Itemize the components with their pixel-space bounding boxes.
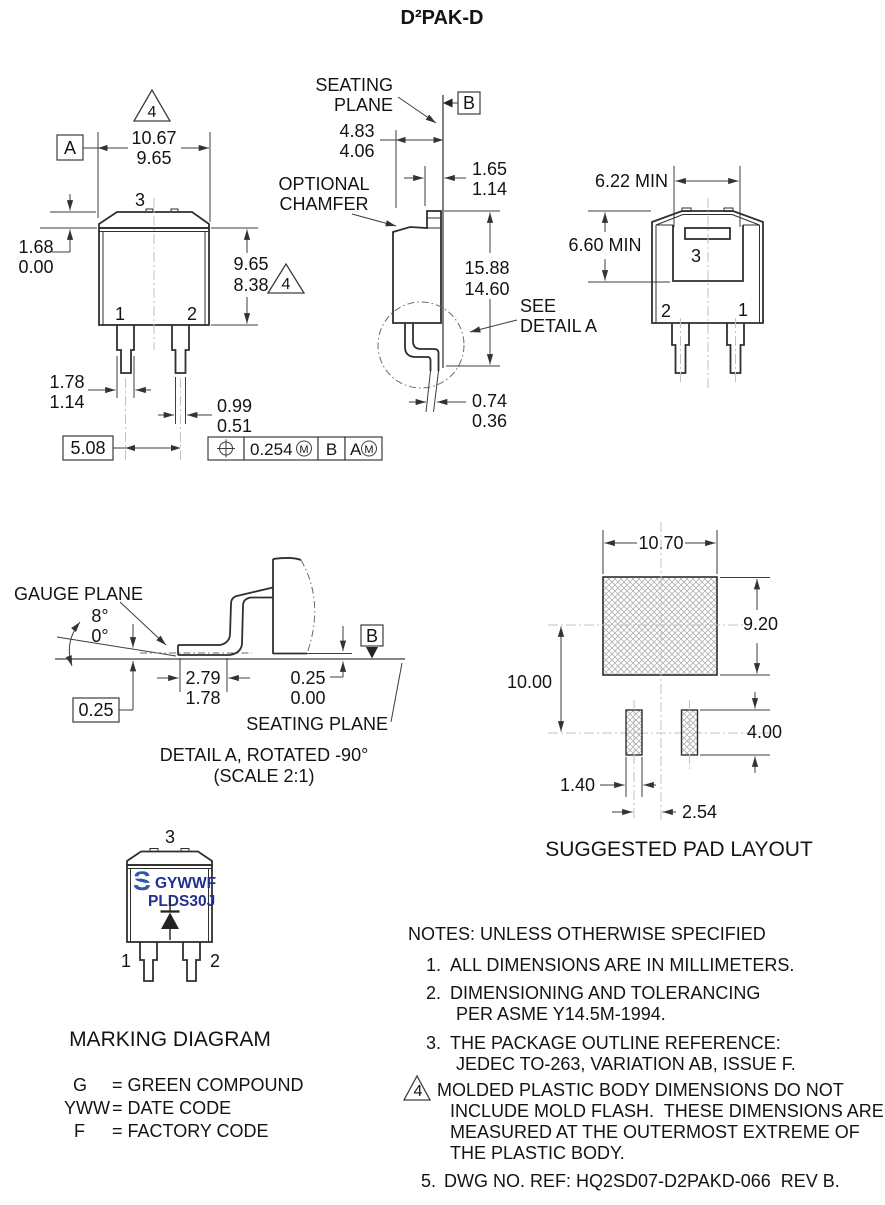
see-detail-text-2: DETAIL A [520, 316, 598, 336]
pin3-label: 3 [164, 827, 176, 847]
fcf-datum-b: B [325, 440, 338, 459]
pin1-label: 1 [114, 304, 126, 324]
fcf-datum-a: A [350, 440, 362, 459]
seating-plane-label: SEATING PLANE [246, 714, 388, 734]
side-lead [413, 323, 439, 371]
note4-flag-label: 4 [281, 276, 291, 293]
pad-layout-view [507, 522, 813, 861]
detail-caption-1: DETAIL A, ROTATED -90° [159, 745, 369, 765]
dim-tab-max: 1.65 [472, 159, 508, 179]
pad-layout-caption: SUGGESTED PAD LAYOUT [545, 838, 813, 861]
marking-diagram [64, 827, 304, 1141]
note2-marker: 2. [426, 983, 442, 1003]
body-section-arc [301, 560, 315, 654]
legend-definition: = GREEN COMPOUND [112, 1075, 304, 1095]
detail-a-circle [378, 302, 464, 388]
dim-cap-min: 0.00 [18, 257, 54, 277]
note4-text-2: INCLUDE MOLD FLASH. THESE DIMENSIONS ARE [450, 1101, 884, 1121]
pin2-label: 2 [186, 304, 198, 324]
dim-body-max: 9.65 [233, 254, 269, 274]
dim-leg-width-min: 0.51 [217, 416, 253, 436]
pad-dim-vertical: 10.00 [506, 672, 552, 692]
see-detail-text-1: SEE [520, 296, 557, 316]
dim-standoff-min: 0.00 [290, 688, 326, 708]
note3-text-2: JEDEC TO-263, VARIATION AB, ISSUE F. [456, 1054, 796, 1074]
front-view [18, 90, 304, 463]
notes-heading: NOTES: UNLESS OTHERWISE SPECIFIED [408, 924, 766, 944]
dim-standoff-max: 0.25 [290, 668, 326, 688]
feature-control-frame [208, 437, 382, 460]
lead-upper-edge [178, 588, 273, 646]
note3-marker: 3. [426, 1033, 442, 1053]
tab-pad [603, 577, 717, 675]
dim-lead-min: 4.06 [339, 141, 375, 161]
note5-marker: 5. [421, 1171, 437, 1191]
back-view [568, 166, 763, 388]
note5-text: DWG NO. REF: HQ2SD07-D2PAKD-066 REV B. [444, 1171, 840, 1191]
dim-width-max: 10.67 [131, 128, 177, 148]
brand-logo-icon [133, 866, 151, 896]
dim-foot-max: 0.74 [472, 391, 508, 411]
note4-flag-label: 4 [147, 104, 157, 121]
fcf-modifier-1: M [299, 443, 309, 456]
datum-b-flag-icon [443, 99, 453, 108]
gauge-plane-label: GAUGE PLANE [14, 584, 144, 604]
dim-pitch: 5.08 [70, 438, 106, 458]
pin3-label: 3 [690, 246, 702, 266]
dim-pin-width-min: 1.14 [49, 392, 85, 412]
pin-1 [727, 323, 744, 373]
dim-foot-length-min: 1.78 [185, 688, 221, 708]
flatness-value: 0.25 [78, 700, 114, 720]
note1-text: ALL DIMENSIONS ARE IN MILLIMETERS. [450, 955, 795, 975]
legend-code: F [74, 1121, 85, 1141]
marking-caption: MARKING DIAGRAM [69, 1028, 271, 1051]
pin-1 [140, 942, 157, 981]
legend-code: YWW [64, 1098, 110, 1118]
dim-tab-height: 6.60 MIN [568, 235, 642, 255]
dim-foot-min: 0.36 [472, 411, 508, 431]
dim-height-max: 15.88 [464, 258, 510, 278]
chamfer-text-2: CHAMFER [279, 194, 369, 214]
note2-text: DIMENSIONING AND TOLERANCING [450, 983, 761, 1003]
datum-b-label: B [462, 93, 476, 113]
notes-section [404, 924, 884, 1191]
marking-line-2: PLDS30J [148, 893, 216, 910]
dim-height-min: 14.60 [464, 279, 510, 299]
legend-code: G [73, 1075, 88, 1095]
marking-line-1: GYWWF [155, 875, 217, 892]
note2-text-2: PER ASME Y14.5M-1994. [456, 1004, 666, 1024]
chamfer-text-1: OPTIONAL [278, 174, 370, 194]
seating-plane-text-2: PLANE [333, 95, 393, 115]
note3-text: THE PACKAGE OUTLINE REFERENCE: [450, 1033, 781, 1053]
angle-min: 0° [91, 626, 109, 646]
page-title: D²PAK-D [400, 7, 484, 29]
pin3-label: 3 [134, 190, 146, 210]
svg-text:S: S [132, 866, 152, 896]
pad-dim-width: 10.70 [638, 533, 684, 553]
marking-legend [64, 1075, 304, 1141]
dim-pin-width-max: 1.78 [49, 372, 85, 392]
legend-definition: = FACTORY CODE [112, 1121, 269, 1141]
datum-a-label: A [63, 138, 77, 158]
pin-2 [183, 942, 200, 981]
dim-tab-width: 6.22 MIN [594, 171, 668, 191]
lead-lower-edge [178, 598, 273, 656]
detail-a-view [14, 558, 405, 786]
dim-cap-max: 1.68 [18, 237, 54, 257]
pin2-label: 2 [660, 301, 672, 321]
seating-plane-text-1: SEATING [315, 75, 393, 95]
note1-marker: 1. [426, 955, 442, 975]
pad-dim-pad-width: 1.40 [559, 775, 595, 795]
pin-1 [117, 325, 134, 373]
detail-caption-2: (SCALE 2:1) [213, 766, 315, 786]
dim-lead-max: 4.83 [339, 121, 375, 141]
dim-tab-min: 1.14 [472, 179, 508, 199]
note4-text: MOLDED PLASTIC BODY DIMENSIONS DO NOT [437, 1080, 844, 1100]
pin2-label: 2 [209, 951, 221, 971]
note4-marker: 4 [413, 1083, 423, 1100]
pad-dim-pad-height: 4.00 [747, 722, 783, 742]
marking-tab [127, 852, 212, 866]
pad-dim-offset: 2.54 [682, 802, 718, 822]
legend-definition: = DATE CODE [112, 1098, 232, 1118]
note4-text-4: THE PLASTIC BODY. [450, 1143, 625, 1163]
note4-text-3: MEASURED AT THE OUTERMOST EXTREME OF [450, 1122, 860, 1142]
pin1-label: 1 [120, 951, 132, 971]
fcf-modifier-3: M [364, 443, 374, 456]
datum-b-flag-icon [366, 647, 378, 659]
pad-dim-height: 9.20 [743, 614, 779, 634]
datum-b-label: B [365, 626, 379, 646]
dim-body-min: 8.38 [233, 275, 269, 295]
pin1-label: 1 [737, 300, 749, 320]
fcf-tolerance: 0.254 [250, 440, 293, 459]
dim-width-min: 9.65 [136, 148, 172, 168]
angle-max: 8° [91, 606, 109, 626]
pin-2 [172, 325, 189, 373]
dim-foot-length-max: 2.79 [185, 668, 221, 688]
pin-2 [672, 323, 689, 373]
dim-leg-width-max: 0.99 [217, 396, 253, 416]
side-view [278, 75, 597, 431]
